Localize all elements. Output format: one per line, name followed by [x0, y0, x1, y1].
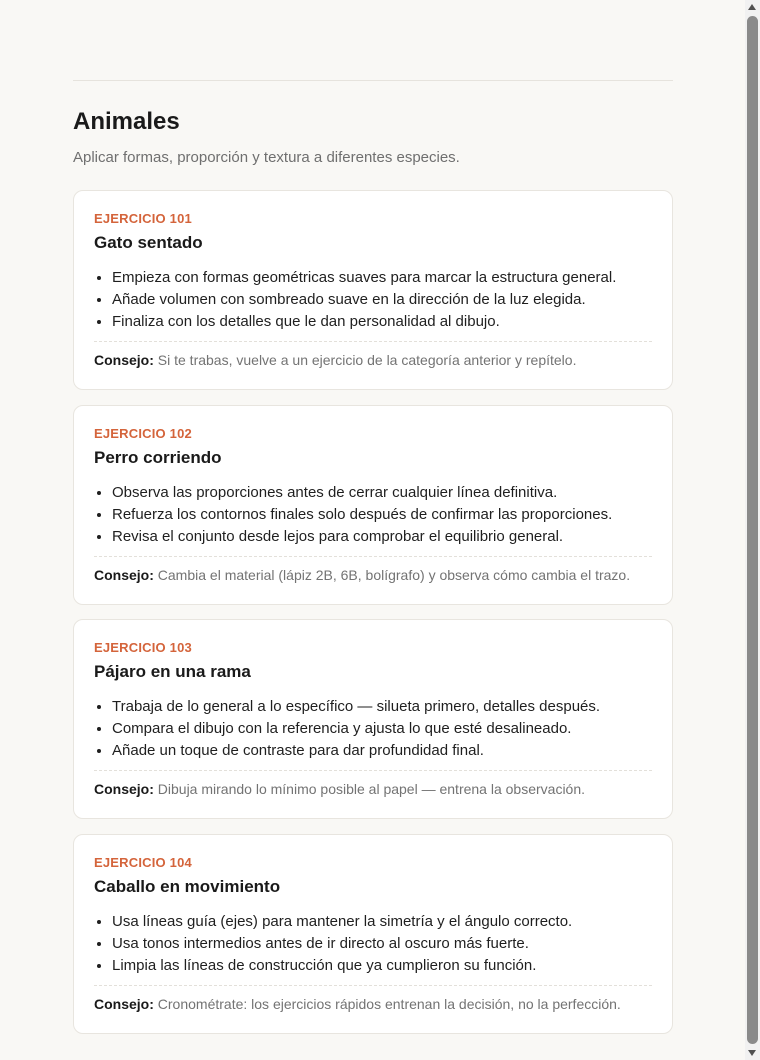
vertical-scrollbar[interactable]	[745, 0, 760, 1060]
scroll-up-arrow-icon[interactable]	[748, 4, 756, 10]
exercise-steps	[94, 696, 672, 762]
tip-label: Consejo:	[94, 352, 154, 368]
exercise-steps	[94, 911, 672, 977]
exercise-number: EJERCICIO 103	[94, 640, 192, 655]
exercise-steps	[94, 267, 672, 333]
tip-divider	[94, 556, 652, 557]
exercise-step: • Usa tonos intermedios antes de ir directo al oscuro más fuerte.	[112, 933, 672, 955]
section-subtitle: Aplicar formas, proporción y textura a diferentes especies.	[73, 149, 460, 166]
tip-divider	[94, 341, 652, 342]
exercise-step: • Revisa el conjunto desde lejos para comprobar el equilibrio general.	[112, 526, 672, 548]
section-title: Animales	[73, 108, 180, 135]
exercise-title: Pájaro en una rama	[94, 662, 251, 681]
tip-label: Consejo:	[94, 781, 154, 797]
scrollbar-thumb[interactable]	[747, 16, 758, 1044]
tip-text: Dibuja mirando lo mínimo posible al papel — entrena la observación.	[157, 781, 586, 797]
exercise-step: • Añade volumen con sombreado suave en la dirección de la luz elegida.	[112, 289, 672, 311]
exercise-tip	[94, 567, 630, 583]
tip-label: Consejo:	[94, 567, 154, 583]
exercise-title: Perro corriendo	[94, 448, 222, 467]
exercise-card-102	[73, 405, 673, 605]
exercise-tip	[94, 996, 621, 1012]
top-divider	[73, 80, 673, 81]
exercise-number: EJERCICIO 102	[94, 426, 192, 441]
exercise-step: • Refuerza los contornos finales solo después de confirmar las proporciones.	[112, 504, 672, 526]
exercise-title: Gato sentado	[94, 233, 203, 252]
exercise-card-104	[73, 834, 673, 1034]
exercise-title: Caballo en movimiento	[94, 877, 281, 896]
exercise-number: EJERCICIO 104	[94, 855, 192, 870]
exercise-tip	[94, 781, 585, 797]
exercise-step: • Añade un toque de contraste para dar profundidad final.	[112, 740, 672, 762]
tip-text: Si te trabas, vuelve a un ejercicio de la categoría anterior y repítelo.	[157, 352, 577, 368]
scroll-down-arrow-icon[interactable]	[748, 1050, 756, 1056]
exercise-step: • Compara el dibujo con la referencia y ajusta lo que esté desalineado.	[112, 718, 672, 740]
exercise-number: EJERCICIO 101	[94, 211, 192, 226]
exercise-step: • Trabaja de lo general a lo específico — silueta primero, detalles después.	[112, 696, 672, 718]
tip-divider	[94, 770, 652, 771]
exercise-step: • Usa líneas guía (ejes) para mantener la simetría y el ángulo correcto.	[112, 911, 672, 933]
exercise-step: • Observa las proporciones antes de cerrar cualquier línea definitiva.	[112, 482, 672, 504]
tip-text: Cambia el material (lápiz 2B, 6B, bolígrafo) y observa cómo cambia el trazo.	[157, 567, 631, 583]
tip-label: Consejo:	[94, 996, 154, 1012]
exercise-card-103	[73, 619, 673, 819]
exercise-card-101	[73, 190, 673, 390]
exercise-tip	[94, 352, 576, 368]
tip-text: Cronométrate: los ejercicios rápidos entrenan la decisión, no la perfección.	[157, 996, 621, 1012]
tip-divider	[94, 985, 652, 986]
exercise-step: • Limpia las líneas de construcción que ya cumplieron su función.	[112, 955, 672, 977]
exercise-step: • Finaliza con los detalles que le dan personalidad al dibujo.	[112, 311, 672, 333]
exercise-steps	[94, 482, 672, 548]
exercise-step: • Empieza con formas geométricas suaves para marcar la estructura general.	[112, 267, 672, 289]
